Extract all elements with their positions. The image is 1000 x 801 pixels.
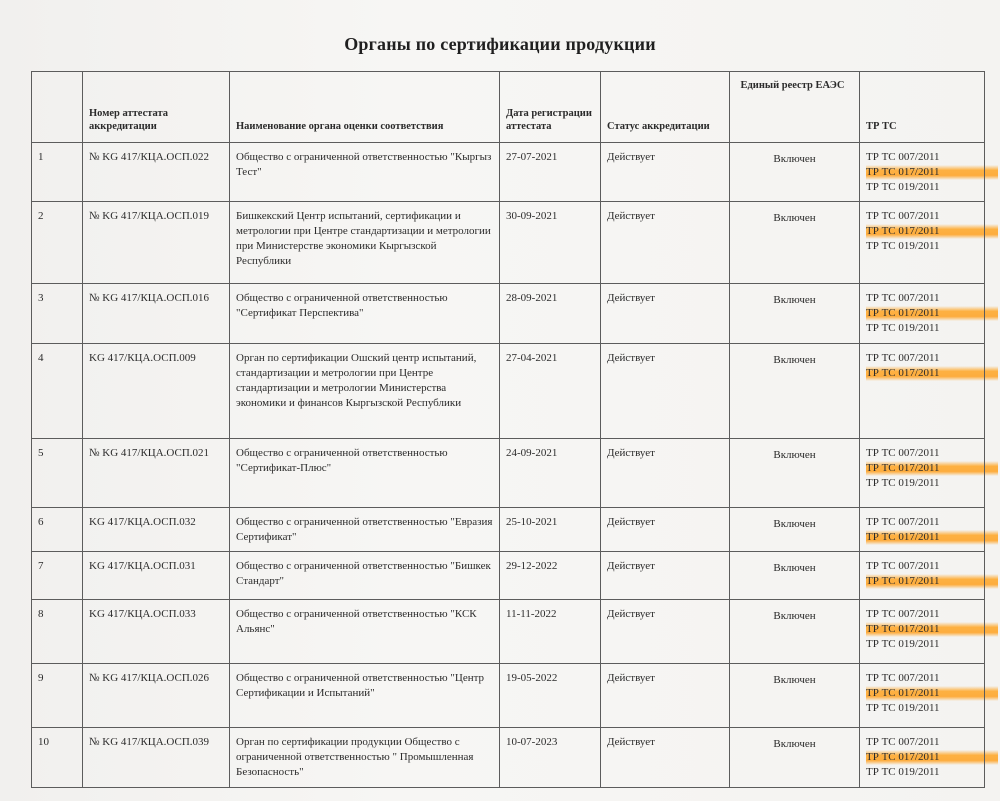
registration-date: 28-09-2021 [500, 284, 601, 344]
tr-ts-list [860, 439, 985, 508]
tr-ts-item-highlighted: ТР ТС 017/2011 [866, 165, 998, 180]
row-number: 8 [32, 600, 83, 664]
eaeu-registry-status: Включен [730, 600, 860, 664]
attestat-number: № KG 417/КЦА.ОСП.019 [83, 202, 230, 284]
tr-ts-list [860, 552, 985, 600]
table-row [32, 508, 985, 552]
header-date: Дата регистрации аттестата [500, 72, 601, 143]
eaeu-registry-status: Включен [730, 664, 860, 728]
attestat-number: KG 417/КЦА.ОСП.032 [83, 508, 230, 552]
tr-ts-item: ТР ТС 019/2011 [866, 702, 940, 714]
registration-date: 27-07-2021 [500, 143, 601, 202]
table-row [32, 600, 985, 664]
table-row [32, 664, 985, 728]
tr-ts-item: ТР ТС 007/2011 [866, 151, 940, 163]
header-attestat: Номер аттестата аккредитации [83, 72, 230, 143]
tr-ts-list [860, 143, 985, 202]
accreditation-status: Действует [601, 344, 730, 439]
row-number: 6 [32, 508, 83, 552]
registration-date: 11-11-2022 [500, 600, 601, 664]
header-status: Статус аккредитации [601, 72, 730, 143]
registration-date: 27-04-2021 [500, 344, 601, 439]
registration-date: 24-09-2021 [500, 439, 601, 508]
header-tp: ТР ТС [860, 72, 985, 143]
row-number: 2 [32, 202, 83, 284]
eaeu-registry-status: Включен [730, 143, 860, 202]
row-number: 7 [32, 552, 83, 600]
organization-name: Общество с ограниченной ответственностью "Кыргыз Тест" [230, 143, 500, 202]
organization-name: Орган по сертификации Ошский центр испытаний, стандартизации и метрологии при Центре стандартизации и метрологии Министерства экономики и финансов Кыргызской Республики [230, 344, 500, 439]
row-number: 10 [32, 728, 83, 788]
attestat-number: KG 417/КЦА.ОСП.031 [83, 552, 230, 600]
tr-ts-item-highlighted: ТР ТС 017/2011 [866, 306, 998, 321]
attestat-number: № KG 417/КЦА.ОСП.039 [83, 728, 230, 788]
row-number: 1 [32, 143, 83, 202]
accreditation-status: Действует [601, 202, 730, 284]
accreditation-status: Действует [601, 600, 730, 664]
tr-ts-item-highlighted: ТР ТС 017/2011 [866, 461, 998, 476]
registration-date: 29-12-2022 [500, 552, 601, 600]
tr-ts-item: ТР ТС 007/2011 [866, 292, 940, 304]
tr-ts-item-highlighted: ТР ТС 017/2011 [866, 750, 998, 765]
tr-ts-list [860, 728, 985, 788]
tr-ts-item: ТР ТС 007/2011 [866, 736, 940, 748]
tr-ts-list [860, 202, 985, 284]
tr-ts-item-highlighted: ТР ТС 017/2011 [866, 574, 998, 589]
accreditation-status: Действует [601, 439, 730, 508]
eaeu-registry-status: Включен [730, 202, 860, 284]
row-number: 3 [32, 284, 83, 344]
registration-date: 25-10-2021 [500, 508, 601, 552]
accreditation-status: Действует [601, 143, 730, 202]
row-number: 4 [32, 344, 83, 439]
eaeu-registry-status: Включен [730, 728, 860, 788]
table-body [32, 143, 985, 788]
row-number: 5 [32, 439, 83, 508]
table-row [32, 728, 985, 788]
organization-name: Общество с ограниченной ответственностью "Сертификат Перспектива" [230, 284, 500, 344]
accreditation-status: Действует [601, 728, 730, 788]
tr-ts-list [860, 600, 985, 664]
header-number [32, 72, 83, 143]
tr-ts-item-highlighted: ТР ТС 017/2011 [866, 622, 998, 637]
tr-ts-item: ТР ТС 007/2011 [866, 352, 940, 364]
header-name: Наименование органа оценки соответствия [230, 72, 500, 143]
tr-ts-item-highlighted: ТР ТС 017/2011 [866, 530, 998, 545]
tr-ts-list [860, 508, 985, 552]
attestat-number: № KG 417/КЦА.ОСП.026 [83, 664, 230, 728]
attestat-number: KG 417/КЦА.ОСП.033 [83, 600, 230, 664]
attestat-number: № KG 417/КЦА.ОСП.022 [83, 143, 230, 202]
tr-ts-item: ТР ТС 019/2011 [866, 638, 940, 650]
tr-ts-item: ТР ТС 007/2011 [866, 210, 940, 222]
eaeu-registry-status: Включен [730, 552, 860, 600]
accreditation-status: Действует [601, 508, 730, 552]
attestat-number: № KG 417/КЦА.ОСП.021 [83, 439, 230, 508]
page-title: Органы по сертификации продукции [344, 34, 656, 54]
attestat-number: KG 417/КЦА.ОСП.009 [83, 344, 230, 439]
eaeu-registry-status: Включен [730, 344, 860, 439]
tr-ts-list [860, 344, 985, 439]
accreditation-status: Действует [601, 664, 730, 728]
tr-ts-item: ТР ТС 019/2011 [866, 181, 940, 193]
tr-ts-item-highlighted: ТР ТС 017/2011 [866, 224, 998, 239]
table-row [32, 344, 985, 439]
tr-ts-item: ТР ТС 019/2011 [866, 766, 940, 778]
table-row [32, 439, 985, 508]
eaeu-registry-status: Включен [730, 284, 860, 344]
header-registry: Единый реестр ЕАЭС [730, 72, 860, 143]
organization-name: Общество с ограниченной ответственностью "КСК Альянс" [230, 600, 500, 664]
organization-name: Общество с ограниченной ответственностью "Бишкек Стандарт" [230, 552, 500, 600]
tr-ts-item: ТР ТС 007/2011 [866, 516, 940, 528]
tr-ts-item: ТР ТС 007/2011 [866, 672, 940, 684]
table-row [32, 552, 985, 600]
accreditation-status: Действует [601, 552, 730, 600]
tr-ts-item: ТР ТС 019/2011 [866, 477, 940, 489]
accreditation-status: Действует [601, 284, 730, 344]
organization-name: Бишкекский Центр испытаний, сертификации и метрологии при Центре стандартизации и метрологии при Министерстве экономики Кыргызской Республики [230, 202, 500, 284]
table-row [32, 143, 985, 202]
organization-name: Общество с ограниченной ответственностью "Сертификат-Плюс" [230, 439, 500, 508]
tr-ts-item: ТР ТС 007/2011 [866, 608, 940, 620]
tr-ts-item-highlighted: ТР ТС 017/2011 [866, 686, 998, 701]
organization-name: Орган по сертификации продукции Общество с ограниченной ответственностью " Промышленная Безопасность" [230, 728, 500, 788]
registration-date: 19-05-2022 [500, 664, 601, 728]
tr-ts-item: ТР ТС 007/2011 [866, 560, 940, 572]
registration-date: 10-07-2023 [500, 728, 601, 788]
row-number: 9 [32, 664, 83, 728]
tr-ts-item: ТР ТС 019/2011 [866, 240, 940, 252]
tr-ts-item-highlighted: ТР ТС 017/2011 [866, 366, 998, 381]
attestat-number: № KG 417/КЦА.ОСП.016 [83, 284, 230, 344]
tr-ts-list [860, 284, 985, 344]
certification-bodies-table [31, 71, 985, 788]
eaeu-registry-status: Включен [730, 508, 860, 552]
tr-ts-item: ТР ТС 007/2011 [866, 447, 940, 459]
eaeu-registry-status: Включен [730, 439, 860, 508]
header-row [32, 72, 985, 143]
tr-ts-list [860, 664, 985, 728]
organization-name: Общество с ограниченной ответственностью "Евразия Сертификат" [230, 508, 500, 552]
table-row [32, 284, 985, 344]
table-row [32, 202, 985, 284]
tr-ts-item: ТР ТС 019/2011 [866, 322, 940, 334]
registration-date: 30-09-2021 [500, 202, 601, 284]
organization-name: Общество с ограниченной ответственностью "Центр Сертификации и Испытаний" [230, 664, 500, 728]
